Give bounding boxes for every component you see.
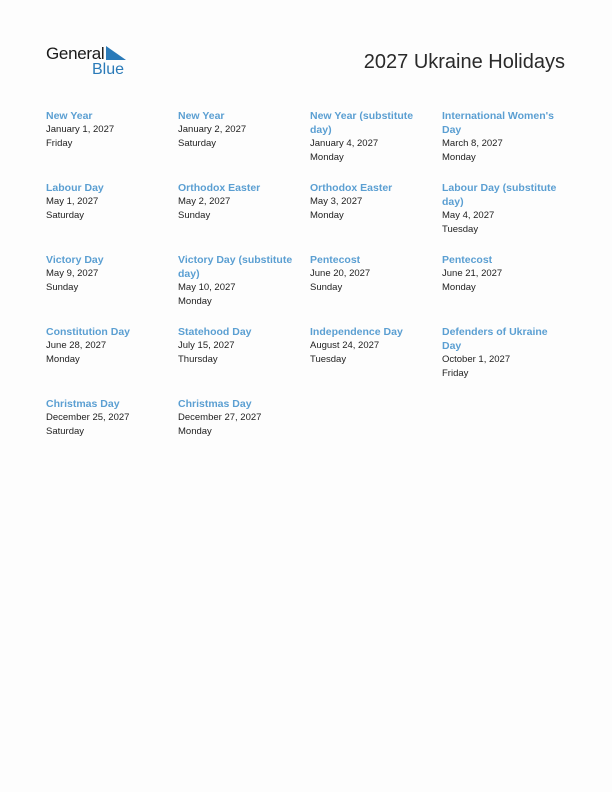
holiday-entry bbox=[46, 397, 178, 469]
holiday-entry bbox=[442, 325, 574, 397]
holiday-weekday: Monday bbox=[442, 282, 476, 293]
holiday-name: International Women's Day bbox=[442, 110, 554, 136]
holiday-weekday: Monday bbox=[178, 296, 212, 307]
holiday-weekday: Sunday bbox=[46, 282, 79, 293]
holiday-date: March 8, 2027 bbox=[442, 138, 503, 149]
holiday-name: New Year (substitute day) bbox=[310, 110, 414, 136]
holiday-entry bbox=[46, 181, 178, 253]
holiday-entry bbox=[178, 181, 310, 253]
holiday-entry bbox=[442, 181, 574, 253]
holiday-weekday: Tuesday bbox=[442, 224, 479, 235]
holiday-date: May 10, 2027 bbox=[178, 282, 236, 293]
holiday-name: Orthodox Easter bbox=[310, 182, 393, 194]
holiday-name: Labour Day bbox=[46, 182, 104, 194]
holiday-entry bbox=[46, 325, 178, 397]
holiday-entry bbox=[310, 253, 442, 325]
holiday-name: Victory Day bbox=[46, 254, 104, 266]
generalblue-logo bbox=[46, 44, 136, 80]
holiday-date: June 21, 2027 bbox=[442, 268, 503, 279]
holiday-date: January 4, 2027 bbox=[310, 138, 379, 149]
holiday-name: Pentecost bbox=[310, 254, 361, 266]
holiday-grid bbox=[46, 109, 578, 469]
holiday-name: Pentecost bbox=[442, 254, 493, 266]
holiday-name: New Year bbox=[46, 110, 93, 122]
holiday-date: May 9, 2027 bbox=[46, 268, 99, 279]
holiday-date: January 1, 2027 bbox=[46, 124, 115, 135]
holiday-entry bbox=[178, 109, 310, 181]
holiday-weekday: Monday bbox=[178, 426, 212, 437]
holiday-entry bbox=[46, 253, 178, 325]
holiday-entry bbox=[442, 253, 574, 325]
holiday-date: May 3, 2027 bbox=[310, 196, 363, 207]
holiday-weekday: Thursday bbox=[178, 354, 218, 365]
logo-word-general: General bbox=[46, 44, 105, 63]
holiday-date: December 27, 2027 bbox=[178, 412, 262, 423]
holiday-weekday: Friday bbox=[442, 368, 469, 379]
holiday-weekday: Sunday bbox=[310, 282, 343, 293]
holiday-entry bbox=[178, 325, 310, 397]
holiday-weekday: Tuesday bbox=[310, 354, 347, 365]
holiday-name: Independence Day bbox=[310, 326, 403, 338]
holiday-name: Constitution Day bbox=[46, 326, 130, 338]
holiday-name: New Year bbox=[178, 110, 225, 122]
holiday-weekday: Sunday bbox=[178, 210, 211, 221]
holiday-entry bbox=[310, 109, 442, 181]
holiday-weekday: Monday bbox=[442, 152, 476, 163]
holiday-date: January 2, 2027 bbox=[178, 124, 247, 135]
holiday-entry bbox=[310, 325, 442, 397]
holiday-weekday: Monday bbox=[46, 354, 80, 365]
holiday-name: Statehood Day bbox=[178, 326, 252, 338]
holiday-name: Orthodox Easter bbox=[178, 182, 261, 194]
holiday-entry bbox=[46, 109, 178, 181]
holiday-date: May 2, 2027 bbox=[178, 196, 231, 207]
holiday-entry bbox=[310, 181, 442, 253]
holiday-date: August 24, 2027 bbox=[310, 340, 380, 351]
holiday-date: July 15, 2027 bbox=[178, 340, 235, 351]
holiday-entry bbox=[178, 397, 310, 469]
holiday-weekday: Saturday bbox=[46, 210, 85, 221]
holiday-date: June 28, 2027 bbox=[46, 340, 107, 351]
holiday-name: Labour Day (substitute day) bbox=[442, 182, 557, 208]
holiday-date: December 25, 2027 bbox=[46, 412, 130, 423]
holiday-entry bbox=[178, 253, 310, 325]
holiday-name: Christmas Day bbox=[178, 398, 252, 410]
holiday-weekday: Friday bbox=[46, 138, 73, 149]
holiday-weekday: Monday bbox=[310, 152, 344, 163]
logo-word-blue: Blue bbox=[92, 61, 125, 78]
holiday-name: Defenders of Ukraine Day bbox=[442, 326, 548, 352]
holiday-date: October 1, 2027 bbox=[442, 354, 511, 365]
holiday-date: June 20, 2027 bbox=[310, 268, 371, 279]
holiday-weekday: Monday bbox=[310, 210, 344, 221]
holiday-date: May 4, 2027 bbox=[442, 210, 495, 221]
holiday-weekday: Saturday bbox=[178, 138, 217, 149]
holiday-weekday: Saturday bbox=[46, 426, 85, 437]
page-title: 2027 Ukraine Holidays bbox=[363, 51, 565, 73]
holiday-date: May 1, 2027 bbox=[46, 196, 99, 207]
holiday-entry bbox=[442, 109, 574, 181]
holiday-name: Victory Day (substitute day) bbox=[178, 254, 293, 280]
holiday-name: Christmas Day bbox=[46, 398, 120, 410]
